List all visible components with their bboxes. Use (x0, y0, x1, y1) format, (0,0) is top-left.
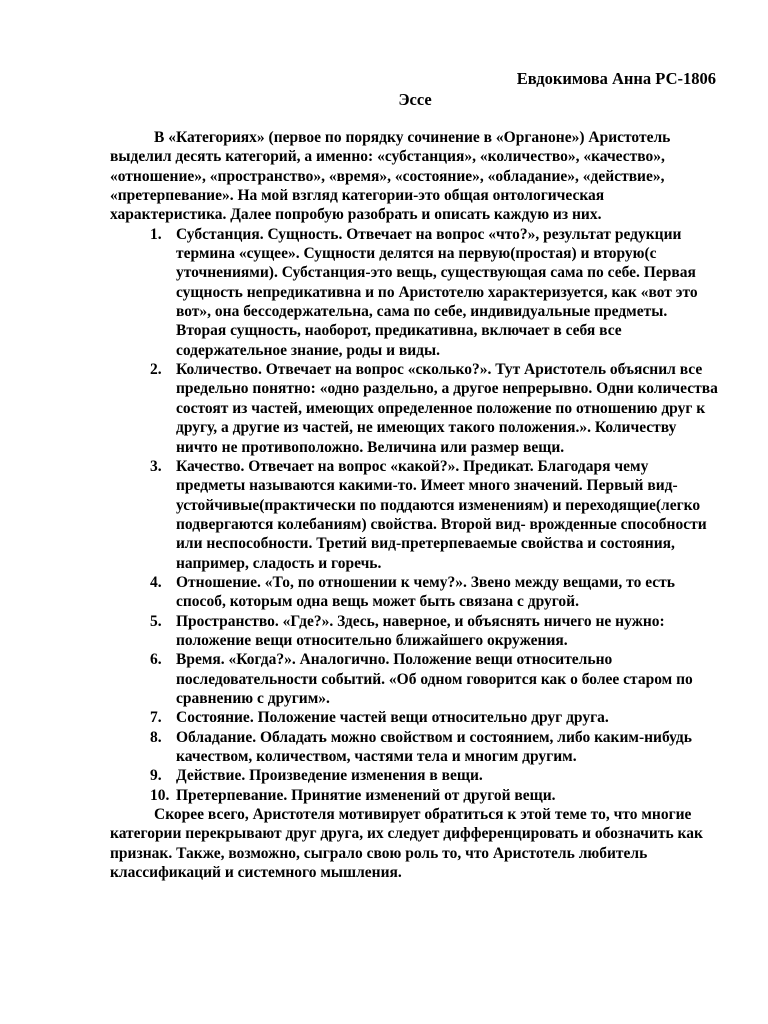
list-item (150, 650, 720, 708)
list-number: 2. (150, 361, 162, 379)
list-number: 1. (150, 225, 162, 243)
list-number: 4. (150, 573, 162, 591)
list-item-text: Состояние. Положение частей вещи относительно друг друга. (176, 709, 609, 727)
list-item-text: Претерпевание. Принятие изменений от другой вещи. (176, 786, 556, 804)
list-item-text: Обладание. Обладать можно свойством и состоянием, либо каким-нибудь качеством, количеством, частями тела и многим другим. (176, 728, 692, 765)
list-item-text: Действие. Произведение изменения в вещи. (176, 767, 483, 785)
document-title: Эссе (398, 90, 432, 109)
intro-paragraph: В «Категориях» (первое по порядку сочинение в «Органоне») Аристотель выделил десять категорий, а именно: «субстанция», «количество», «качество», «отношение», «пространство», «время», «состояние», «обладание», «действие», «претерпевание». На мой взгляд категории-это общая онтологическая характеристика. Далее попробую разобрать и описать каждую из них. (110, 129, 671, 224)
list-item (150, 708, 720, 727)
author-line: Евдокимова Анна РС-1806 (516, 69, 716, 88)
list-number: 8. (150, 728, 162, 746)
list-item (150, 612, 720, 651)
document-page (110, 68, 720, 882)
categories-list (110, 225, 720, 805)
list-number: 9. (150, 767, 162, 785)
list-number: 5. (150, 612, 162, 630)
list-number: 3. (150, 457, 162, 475)
list-item-text: Качество. Отвечает на вопрос «какой?». Предикат. Благодаря чему предметы называются какими-то. Имеет много значений. Первый вид-устойчивые(практически по поддаются изменениям) и переходящие(легко подвергаются колебаниям) свойства. Второй вид- врожденные способности или неспособности. Третий вид-претерпеваемые свойства и состояния, например, сладость и горечь. (176, 457, 707, 572)
list-number: 7. (150, 709, 162, 727)
list-item (150, 786, 720, 805)
list-item (150, 728, 720, 767)
list-item (150, 766, 720, 785)
list-item-text: Количество. Отвечает на вопрос «сколько?». Тут Аристотель объяснил все предельно понятно: «одно раздельно, а другое непрерывно. Одни количества состоят из частей, имеющих определенное положение по отношению друг к другу, а другие из частей, не имеющих такого положения.». Количеству ничто не противоположно. Величина или размер вещи. (176, 361, 718, 456)
list-item (150, 225, 720, 360)
list-item-text: Пространство. «Где?». Здесь, наверное, и объяснять ничего не нужно: положение вещи относительно ближайшего окружения. (176, 612, 665, 649)
list-item (150, 360, 720, 457)
list-item-text: Субстанция. Сущность. Отвечает на вопрос «что?», результат редукции термина «сущее». Сущности делятся на первую(простая) и вторую(с уточнениями). Субстанция-это вещь, существующая сама по себе. Первая сущность непредикативна и по Аристотелю характеризуется, как «вот это вот», она бессодержательна, сама по себе, индивидуальные предметы. Вторая сущность, наоборот, предикативна, включает в себя все содержательное знание, роды и виды. (176, 225, 698, 359)
list-item-text: Отношение. «То, по отношении к чему?». Звено между вещами, то есть способ, которым одна вещь может быть связана с другой. (176, 573, 675, 611)
conclusion-paragraph: Скорее всего, Аристотеля мотивирует обратиться к этой теме то, что многие категории перекрывают друг друга, их следует дифференцировать и обозначить как признак. Также, возможно, сыграло свою роль то, что Аристотель любитель классификаций и системного мышления. (110, 806, 703, 882)
list-number: 6. (150, 651, 162, 669)
list-item-text: Время. «Когда?». Аналогично. Положение вещи относительно последовательности событий. «Об одном говорится как о более старом по сравнению с другим». (176, 651, 693, 707)
list-item (150, 573, 720, 612)
list-number: 10. (150, 786, 170, 804)
list-item (150, 457, 720, 573)
